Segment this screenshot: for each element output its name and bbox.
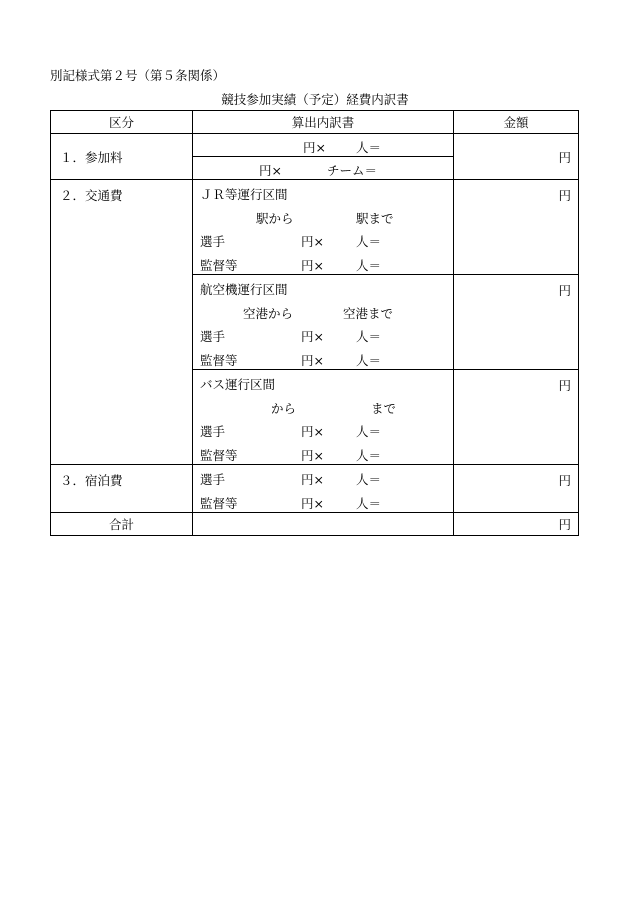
player-label: 選手 (200, 234, 226, 249)
people-label: 人＝ (356, 234, 382, 249)
detail-cell (193, 180, 454, 275)
total-row (51, 513, 579, 536)
category-lodging: ３．宿泊費 (51, 465, 193, 513)
table-header-row (51, 111, 579, 134)
bus-section-label: バス運行区間 (200, 377, 276, 392)
table-row (51, 180, 579, 275)
yen-label: 円 (558, 378, 571, 393)
unit-price-label: 円× (301, 329, 324, 344)
detail-cell (193, 465, 454, 513)
from-stop-label: から (271, 400, 297, 416)
column-header-detail: 算出内訳書 (193, 111, 454, 134)
unit-price-label: 円× (301, 495, 324, 511)
from-airport-label: 空港から (243, 305, 294, 321)
unit-price-label: 円× (301, 257, 324, 273)
yen-label: 円 (558, 517, 571, 532)
unit-price-label: 円× (301, 472, 324, 487)
table-row (51, 134, 579, 157)
to-station-label: 駅まで (356, 210, 394, 226)
people-label: 人＝ (356, 329, 382, 344)
supervisor-label: 監督等 (200, 495, 238, 511)
supervisor-label: 監督等 (200, 257, 238, 273)
column-header-amount: 金額 (454, 111, 579, 134)
detail-cell (193, 275, 454, 370)
supervisor-label: 監督等 (200, 352, 238, 368)
unit-price-label: 円× (259, 163, 282, 178)
unit-price-label: 円× (301, 424, 324, 439)
people-label: 人＝ (356, 257, 382, 273)
column-header-category: 区分 (51, 111, 193, 134)
total-detail-cell (193, 513, 454, 536)
form-number-note: 別記様式第２号（第５条関係） (50, 68, 226, 83)
people-label: 人＝ (356, 472, 382, 487)
team-label: チーム＝ (327, 163, 378, 178)
yen-label: 円 (558, 188, 571, 203)
category-transport: ２．交通費 (51, 180, 193, 465)
detail-cell (193, 157, 454, 180)
player-label: 選手 (200, 329, 226, 344)
detail-cell (193, 134, 454, 157)
amount-cell (454, 134, 579, 180)
people-label: 人＝ (356, 352, 382, 368)
detail-cell (193, 370, 454, 465)
people-label: 人＝ (356, 495, 382, 511)
expense-breakdown-table (50, 110, 579, 536)
supervisor-label: 監督等 (200, 447, 238, 463)
unit-price-label: 円× (303, 140, 326, 155)
unit-price-label: 円× (301, 352, 324, 368)
total-label: 合計 (51, 513, 193, 536)
amount-cell (454, 180, 579, 275)
amount-cell (454, 370, 579, 465)
to-airport-label: 空港まで (343, 305, 394, 321)
category-participation: １．参加料 (51, 134, 193, 180)
yen-label: 円 (558, 283, 571, 298)
people-label: 人＝ (356, 447, 382, 463)
total-amount-cell (454, 513, 579, 536)
unit-price-label: 円× (301, 447, 324, 463)
player-label: 選手 (200, 472, 226, 487)
amount-cell (454, 465, 579, 513)
unit-price-label: 円× (301, 234, 324, 249)
from-station-label: 駅から (256, 210, 294, 226)
amount-cell (454, 275, 579, 370)
air-section-label: 航空機運行区間 (200, 282, 288, 297)
people-label: 人＝ (356, 424, 382, 439)
table-row (51, 465, 579, 513)
document-title: 競技参加実績（予定）経費内訳書 (221, 92, 409, 107)
player-label: 選手 (200, 424, 226, 439)
yen-label: 円 (558, 473, 571, 488)
yen-label: 円 (558, 149, 571, 165)
people-label: 人＝ (356, 140, 382, 155)
jr-section-label: ＪＲ等運行区間 (200, 187, 288, 202)
to-stop-label: まで (371, 400, 397, 416)
